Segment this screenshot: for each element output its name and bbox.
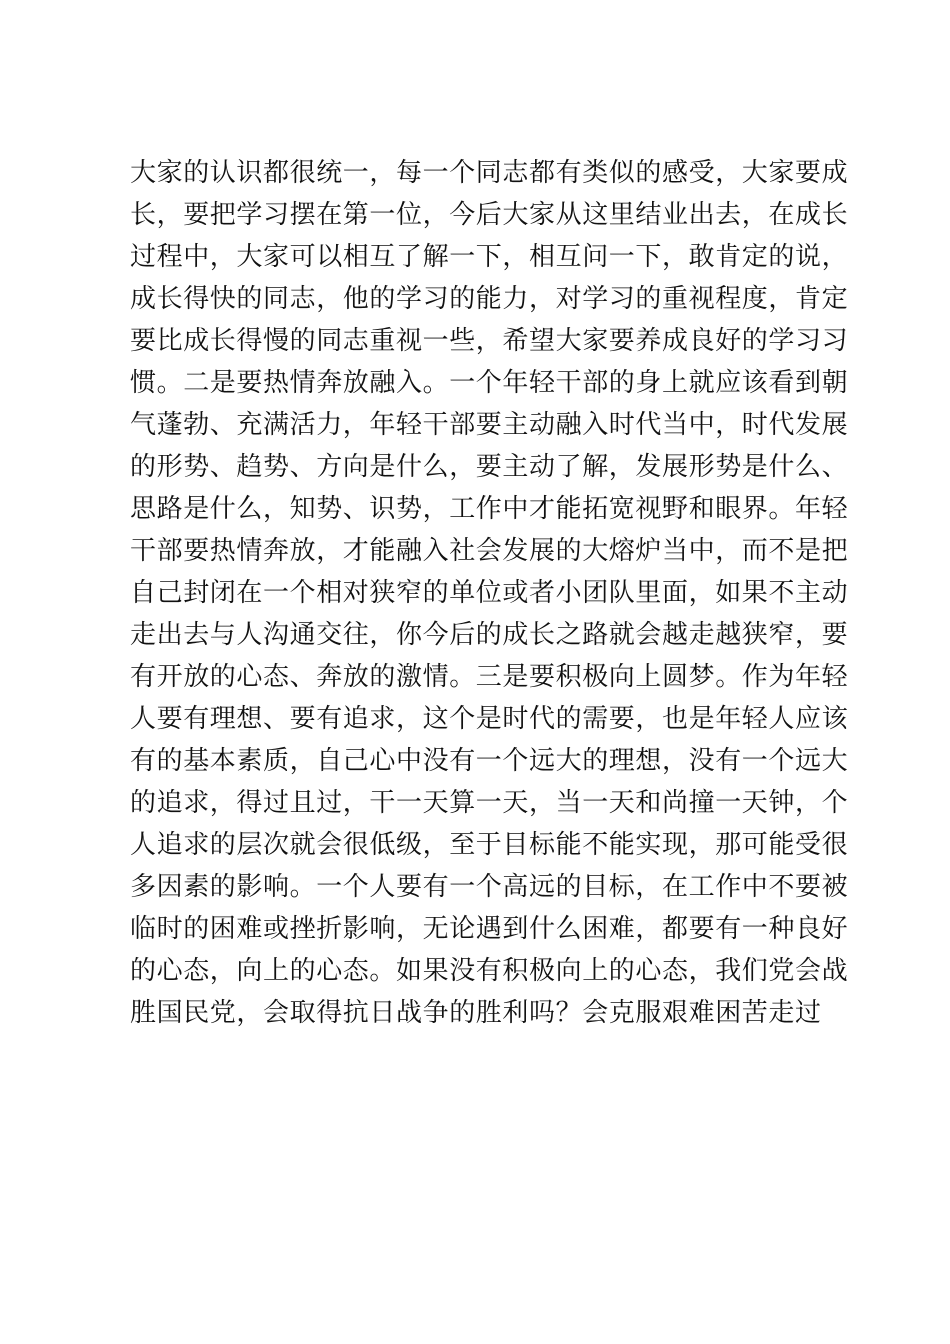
text-line: 走出去与人沟通交往，你今后的成长之路就会越走越狭窄，要: [130, 620, 849, 650]
text-line: 惯。二是要热情奔放融入。一个年轻干部的身上就应该看到朝: [130, 368, 849, 398]
text-line: 临时的困难或挫折影响，无论遇到什么困难，都要有一种良好: [130, 914, 849, 944]
text-line: 自己封闭在一个相对狭窄的单位或者小团队里面，如果不主动: [130, 578, 849, 608]
body-paragraph: [130, 152, 849, 1034]
text-line: 成长得快的同志，他的学习的能力，对学习的重视程度，肯定: [130, 284, 849, 314]
text-line: 的心态，向上的心态。如果没有积极向上的心态，我们党会战: [130, 956, 849, 986]
text-line: 有开放的心态、奔放的激情。三是要积极向上圆梦。作为年轻: [130, 662, 849, 692]
text-line: 大家的认识都很统一，每一个同志都有类似的感受，大家要成: [130, 158, 849, 188]
text-line: 气蓬勃、充满活力，年轻干部要主动融入时代当中，时代发展: [130, 410, 849, 440]
text-line: 的形势、趋势、方向是什么，要主动了解，发展形势是什么、: [130, 452, 849, 482]
text-line: 人要有理想、要有追求，这个是时代的需要，也是年轻人应该: [130, 704, 849, 734]
text-line: 干部要热情奔放，才能融入社会发展的大熔炉当中，而不是把: [130, 536, 849, 566]
text-line: 有的基本素质，自己心中没有一个远大的理想，没有一个远大: [130, 746, 849, 776]
text-line: 多因素的影响。一个人要有一个高远的目标，在工作中不要被: [130, 872, 849, 902]
text-line: 思路是什么，知势、识势，工作中才能拓宽视野和眼界。年轻: [130, 494, 849, 524]
text-line: 要比成长得慢的同志重视一些，希望大家要养成良好的学习习: [130, 326, 849, 356]
text-line: 胜国民党，会取得抗日战争的胜利吗？会克服艰难困苦走过: [130, 998, 822, 1028]
text-line: 人追求的层次就会很低级，至于目标能不能实现，那可能受很: [130, 830, 849, 860]
text-line: 过程中，大家可以相互了解一下，相互问一下，敢肯定的说，: [130, 242, 849, 272]
text-line: 长，要把学习摆在第一位，今后大家从这里结业出去，在成长: [130, 200, 849, 230]
text-line: 的追求，得过且过，干一天算一天，当一天和尚撞一天钟，个: [130, 788, 849, 818]
